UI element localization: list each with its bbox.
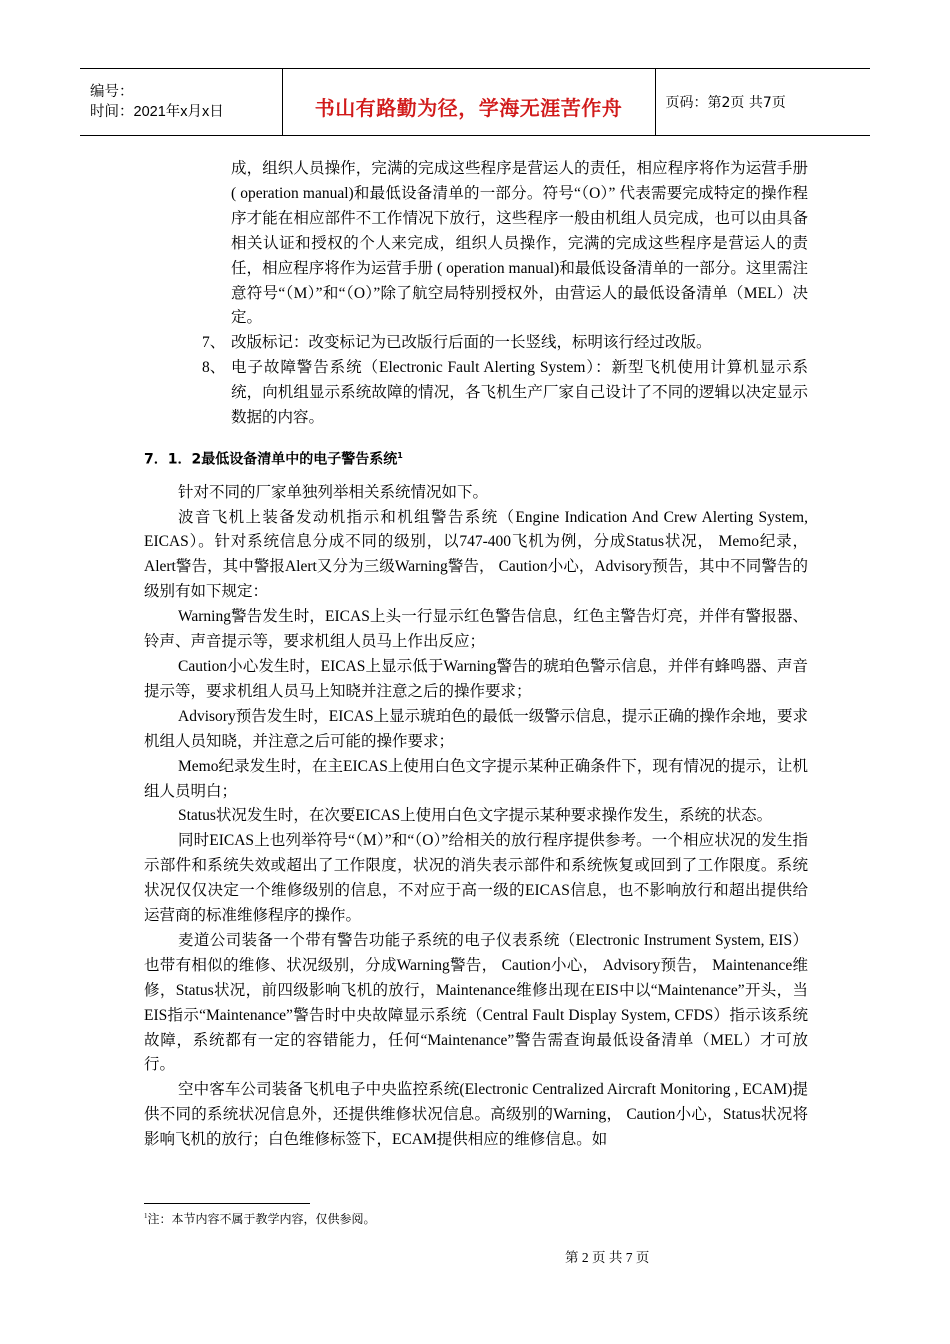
- footnote-marker: 1: [144, 1212, 148, 1220]
- header-meta: [80, 69, 282, 136]
- footnote-divider: [144, 1203, 310, 1204]
- section-title-text: 7．1．2最低设备清单中的电子警告系统: [144, 451, 398, 468]
- footnote-reference[interactable]: 1: [397, 450, 403, 460]
- header-motto: 书山有路勤为径，学海无涯苦作舟: [282, 69, 655, 136]
- list-item: [144, 356, 808, 431]
- document-date: 时间：2021年x月x日: [90, 104, 224, 120]
- page-header: [80, 68, 870, 136]
- body-paragraph: 同时EICAS上也列举符号“（M）”和“（O）”给相关的放行程序提供参考。一个相应状况的发生指示部件和系统失效或超出了工作限度，状况的消失表示部件和系统恢复或回到了工作限度。系统状况仅仅决定一个维修级别的信息，不对应于高一级的EICAS信息，也不影响放行和超出提供给运营商的标准维修程序的操作。: [144, 832, 808, 925]
- document-body: [144, 157, 808, 1153]
- footnote-text: 注：本节内容不属于教学内容，仅供参阅。: [147, 1212, 376, 1226]
- list-item-number: 7、: [202, 334, 226, 352]
- page-footer: 第 2 页 共 7 页: [565, 1250, 650, 1265]
- body-paragraph: 波音飞机上装备发动机指示和机组警告系统（Engine Indication And Crew Alerting System, EICAS）。针对系统信息分成不同的级别，以747-400飞机为例，分成Status状况， Memo纪录，Alert警告，其中警报Alert又分为三级Warning警告， Caution小心，Advisory预告，其中不同警告的级别有如下规定：: [144, 508, 808, 601]
- list-item-text: 电子故障警告系统（Electronic Fault Alerting System）：新型飞机使用计算机显示系统，向机组显示系统故障的情况，各飞机生产厂家自己设计了不同的逻辑以决定显示数据的内容。: [231, 359, 808, 427]
- body-paragraph: Status状况发生时，在次要EICAS上使用白色文字提示某种要求操作发生，系统的状态。: [178, 807, 773, 825]
- body-paragraph: Advisory预告发生时，EICAS上显示琥珀色的最低一级警示信息，提示正确的操作余地，要求机组人员知晓，并注意之后可能的操作要求；: [144, 707, 808, 750]
- body-paragraph: Warning警告发生时，EICAS上头一行显示红色警告信息，红色主警告灯亮，并伴有警报器、铃声、声音提示等，要求机组人员马上作出反应；: [144, 608, 808, 651]
- section-heading: [144, 445, 808, 471]
- document-number-label: 编号：: [90, 84, 134, 100]
- list-item-number: 8、: [202, 359, 226, 377]
- list-item-text: 改版标记：改变标记为已改版行后面的一长竖线，标明该行经过改版。: [231, 334, 712, 352]
- body-paragraph: Caution小心发生时，EICAS上显示低于Warning警告的琥珀色警示信息，并伴有蜂鸣器、声音提示等，要求机组人员马上知晓并注意之后的操作要求；: [144, 657, 808, 700]
- footnote: [144, 1210, 376, 1227]
- header-page-info: 页码：第2页 共7页: [655, 69, 870, 136]
- body-paragraph: 麦道公司装备一个带有警告功能子系统的电子仪表系统（Electronic Instrument System, EIS）也带有相似的维修、状况级别，分成Warning警告， Caution小心， Advisory预告， Maintenance维修，Status状况，前四级影响飞机的放行，Maintenance维修出现在EIS中以“Maintenance”开头，当EIS指示“Maintenance”警告时中央故障显示系统（Central Fault Display System, CFDS）指示该系统故障，系统都有一定的容错能力，任何“Maintenance”警告需查询最低设备清单（MEL）才可放行。: [144, 931, 808, 1074]
- list-item: [144, 331, 808, 356]
- continuation-paragraph: 成，组织人员操作，完满的完成这些程序是营运人的责任，相应程序将作为运营手册 ( operation manual)和最低设备清单的一部分。符号“（O）” 代表需要完成特定的操作程序才能在相应部件不工作情况下放行，这些程序一般由机组人员完成，也可以由具备相关认证和授权的个人来完成，组织人员操作，完满的完成这些程序是营运人的责任，相应程序将作为运营手册 ( operation manual)和最低设备清单的一部分。这里需注意符号“（M）”和“（O）”除了航空局特别授权外，由营运人的最低设备清单（MEL）决定。: [231, 160, 808, 327]
- body-paragraph: Memo纪录发生时，在主EICAS上使用白色文字提示某种正确条件下，现有情况的提示，让机组人员明白；: [144, 757, 808, 800]
- body-paragraph: 针对不同的厂家单独列举相关系统情况如下。: [178, 483, 489, 501]
- body-paragraph: 空中客车公司装备飞机电子中央监控系统(Electronic Centralized Aircraft Monitoring , ECAM)提供不同的系统状况信息外，还提供维修状况信息。高级别的Warning， Caution小心，Status状况将影响飞机的放行；白色维修标签下，ECAM提供相应的维修信息。如: [144, 1081, 808, 1149]
